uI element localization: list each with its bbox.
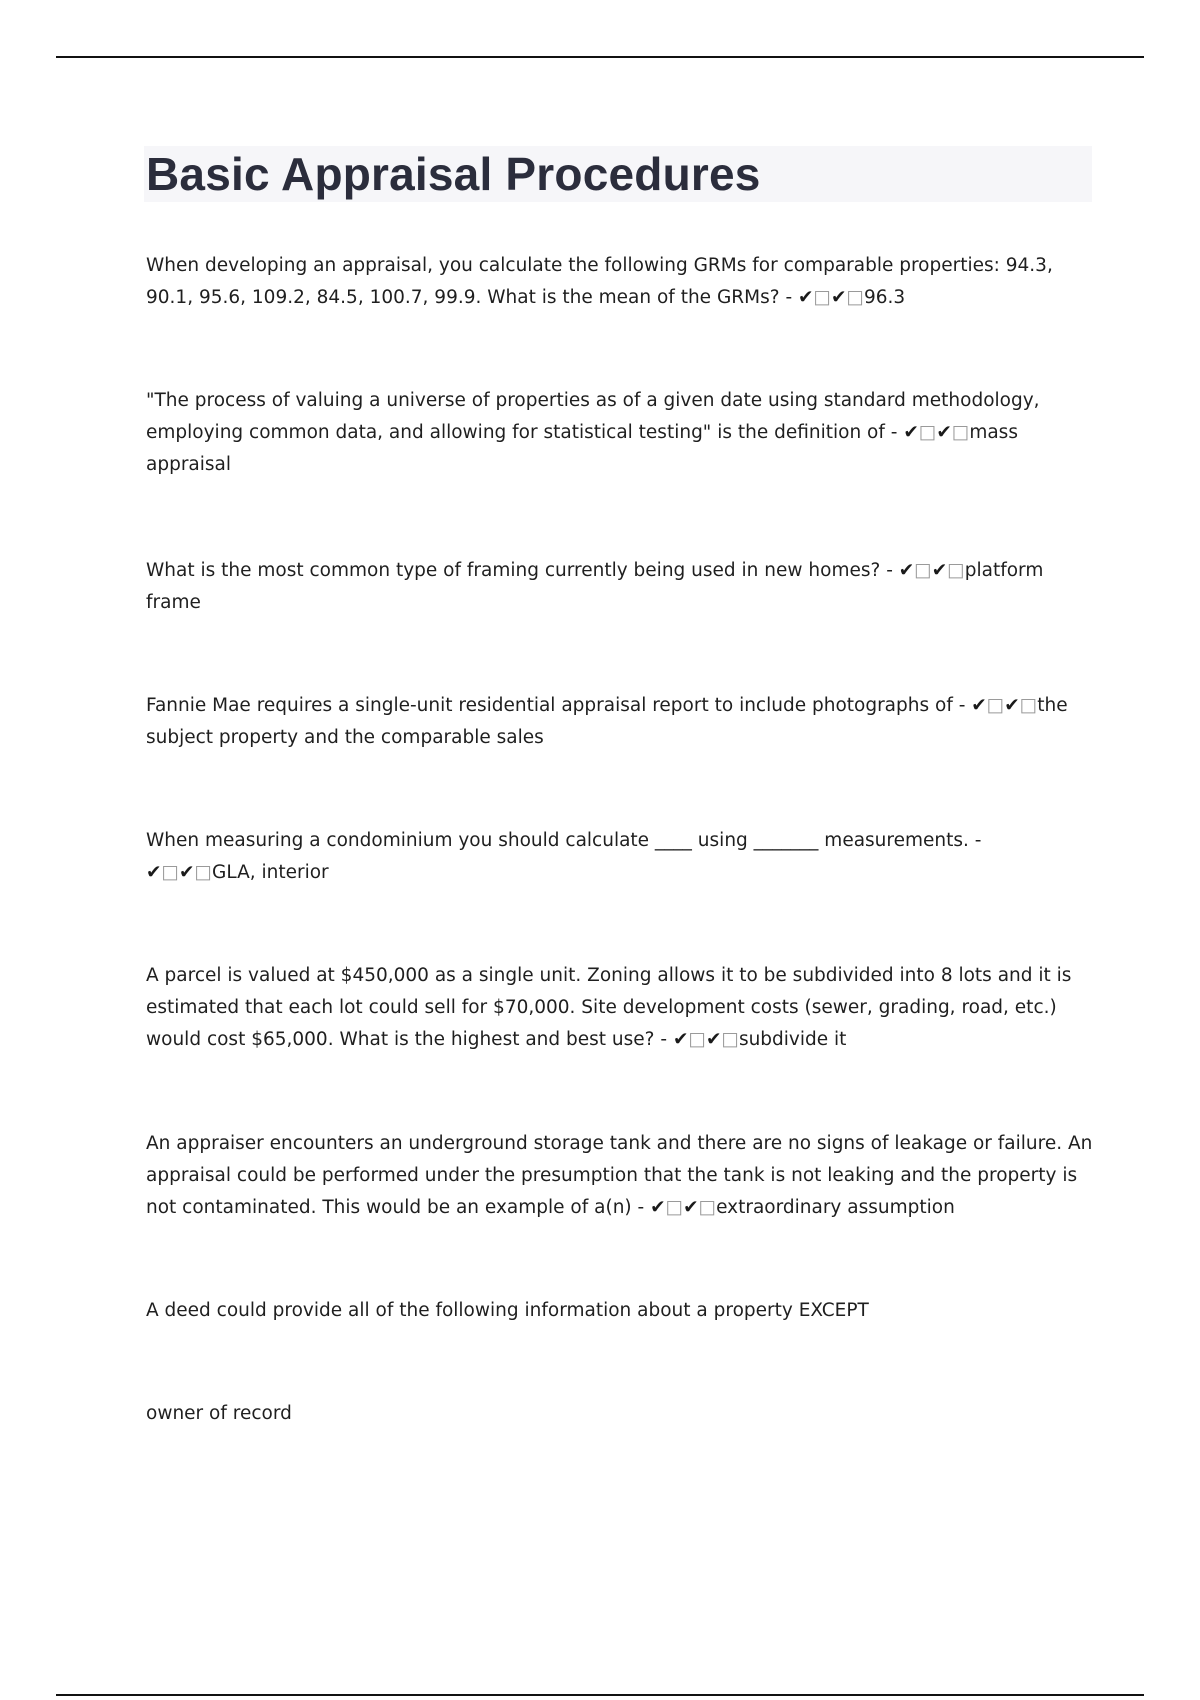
- check-icon: ✔: [1004, 695, 1020, 716]
- last-option: owner of record: [146, 1403, 292, 1424]
- question-text: What is the most common type of framing currently being used in new homes?: [146, 560, 881, 581]
- bottom-rule: [56, 1694, 1144, 1696]
- qa-item-1: [146, 250, 1096, 314]
- box-icon: □: [951, 422, 970, 443]
- question-text: "The process of valuing a universe of properties as of a given date using standard methodology, employing common data, and allowing for statistical testing" is the definition of: [146, 390, 1040, 443]
- separator: -: [654, 1029, 673, 1050]
- separator: -: [968, 830, 982, 851]
- answer-text: the subject property and the comparable sales: [146, 695, 1068, 748]
- answer-text: extraordinary assumption: [716, 1197, 955, 1218]
- qa-item-3: [146, 555, 1096, 619]
- question-text: An appraiser encounters an underground storage tank and there are no signs of leakage or failure. An appraisal could be performed under the presumption that the tank is not leaking and the property is not contaminated. This would be an example of a(n): [146, 1133, 1093, 1218]
- answer-text: platform frame: [146, 560, 1044, 613]
- qa-item-2: [146, 385, 1096, 481]
- answer-text: mass appraisal: [146, 422, 1018, 475]
- box-icon: □: [918, 422, 937, 443]
- box-icon: □: [914, 560, 932, 581]
- answer-text: GLA, interior: [212, 862, 329, 883]
- answer-text: subdivide it: [738, 1029, 847, 1050]
- answer-text: 96.3: [864, 287, 906, 308]
- check-icon: ✔: [650, 1197, 666, 1218]
- separator: -: [779, 287, 798, 308]
- check-icon: ✔: [931, 560, 948, 581]
- box-icon: □: [1019, 695, 1038, 716]
- separator: -: [631, 1197, 651, 1218]
- qa-item-5: [146, 825, 1096, 889]
- check-icon: ✔: [683, 1197, 699, 1218]
- page-title: Basic Appraisal Procedures: [146, 148, 761, 200]
- qa-item-4: [146, 690, 1096, 754]
- separator: -: [880, 560, 899, 581]
- check-icon: ✔: [936, 422, 952, 443]
- separator: -: [884, 422, 904, 443]
- qa-item-7: [146, 1128, 1096, 1224]
- check-icon: ✔: [179, 862, 195, 883]
- check-icon: ✔: [831, 287, 847, 308]
- check-icon: ✔: [903, 422, 919, 443]
- question-text: A parcel is valued at $450,000 as a single unit. Zoning allows it to be subdivided into 8 lots and it is estimated that each lot could sell for $70,000. Site development costs (sewer, grading, road, etc.) would cost $65,000. What is the highest and best use?: [146, 965, 1072, 1050]
- box-icon: □: [947, 560, 965, 581]
- check-icon: ✔: [146, 862, 162, 883]
- top-rule: [56, 56, 1144, 58]
- box-icon: □: [846, 287, 864, 308]
- check-icon: ✔: [798, 287, 814, 308]
- box-icon: □: [721, 1029, 739, 1050]
- box-icon: □: [698, 1197, 717, 1218]
- check-icon: ✔: [971, 695, 987, 716]
- box-icon: □: [986, 695, 1005, 716]
- box-icon: □: [665, 1197, 684, 1218]
- box-icon: □: [161, 862, 179, 883]
- box-icon: □: [813, 287, 831, 308]
- qa-item-6: [146, 960, 1096, 1056]
- last-question: A deed could provide all of the following information about a property EXCEPT: [146, 1300, 869, 1321]
- box-icon: □: [688, 1029, 706, 1050]
- check-icon: ✔: [898, 560, 915, 581]
- question-text: Fannie Mae requires a single-unit residential appraisal report to include photographs of: [146, 695, 953, 716]
- box-icon: □: [194, 862, 212, 883]
- question-text: When measuring a condominium you should calculate ____ using _______ measurements.: [146, 830, 969, 851]
- check-icon: ✔: [705, 1029, 722, 1050]
- check-icon: ✔: [672, 1029, 689, 1050]
- separator: -: [952, 695, 972, 716]
- question-text: When developing an appraisal, you calculate the following GRMs for comparable properties: 94.3, 90.1, 95.6, 109.2, 84.5, 100.7, 99.9. What is the mean of the GRMs?: [146, 255, 1053, 308]
